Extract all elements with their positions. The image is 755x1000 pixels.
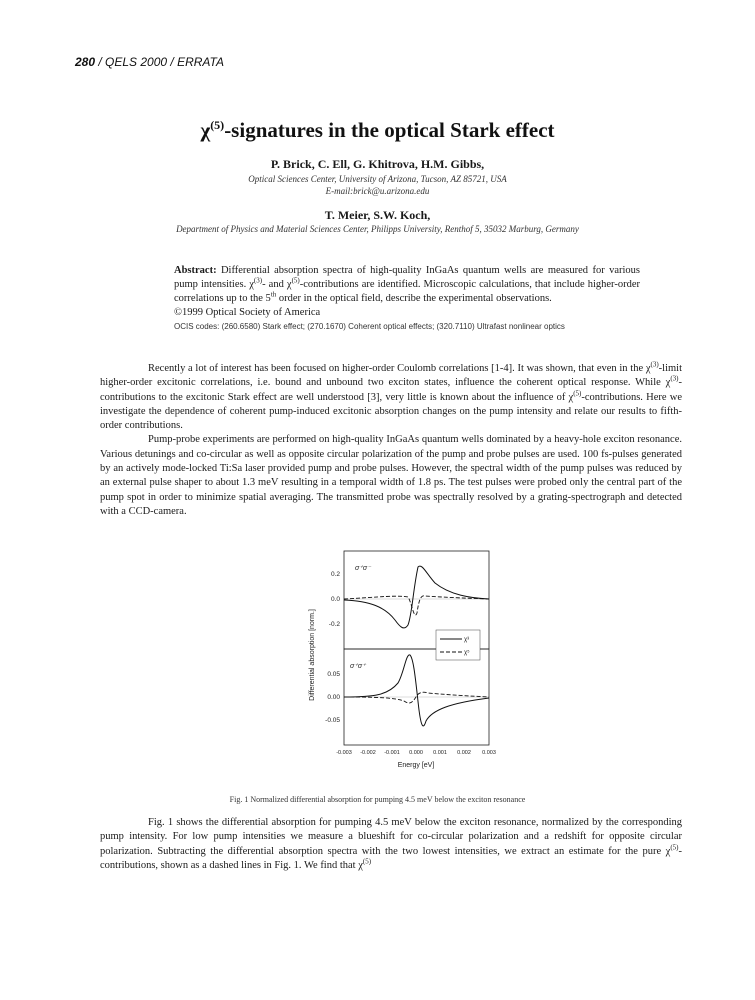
svg-text:0.05: 0.05 bbox=[327, 671, 340, 678]
svg-text:σ⁺σ⁺: σ⁺σ⁺ bbox=[350, 663, 366, 670]
abstract bbox=[174, 264, 640, 334]
author-names-2: T. Meier, S.W. Koch, bbox=[324, 208, 431, 222]
text: -contributions. Here we investigate the dependence of coherent pump-induced excitonic absorption changes on the pump intensity and relate our results to fifth-order contributions. bbox=[100, 391, 682, 432]
superscript: th bbox=[270, 290, 277, 299]
author-names-1: P. Brick, C. Ell, G. Khitrova, H.M. Gibbs, bbox=[270, 157, 485, 171]
ocis-codes: OCIS codes: (260.6580) Stark effect; (270.1670) Coherent optical effects; (320.7110) Ultrafast nonlinear optics bbox=[174, 322, 565, 331]
text: -contributions to the excitonic Stark effect are well understood [3], very little is known about the influence of χ bbox=[100, 377, 682, 403]
svg-text:-0.2: -0.2 bbox=[328, 621, 340, 628]
paragraph-1 bbox=[100, 362, 682, 433]
svg-text:0.0: 0.0 bbox=[330, 596, 340, 603]
svg-text:0.002: 0.002 bbox=[457, 750, 471, 756]
svg-text:0.2: 0.2 bbox=[330, 571, 340, 578]
superscript: (3) bbox=[253, 276, 263, 285]
text: Recently a lot of interest has been focused on higher-order Coulomb correlations [1-4]. It was shown, that even in the χ bbox=[148, 363, 651, 374]
svg-text:σ⁺σ⁻: σ⁺σ⁻ bbox=[355, 565, 371, 572]
text: Fig. 1 shows the differential absorption for pumping 4.5 meV below the exciton resonance, normalized by the corresponding pump intensity. For low pump intensities we measure a blueshift for co-circular polarization and a redshift for opposite circular polarization. Subtracting the differential absorption spectra with the two lowest intensities, we extract an estimate for the pure χ bbox=[100, 817, 682, 857]
text: -contributions, shown as a dashed lines in Fig. 1. We find that χ bbox=[100, 845, 682, 871]
abstract-text: -contributions are identified. Microscopic calculations, that include higher-order correlations up to the 5 bbox=[174, 279, 640, 304]
svg-text:-0.05: -0.05 bbox=[325, 717, 340, 724]
superscript: (5) bbox=[291, 276, 300, 285]
text: -limit higher-order excitonic correlations, i.e. bound and unbound two exciton states, influence the coherent optical response. While χ bbox=[100, 363, 682, 389]
affiliation-2: Department of Physics and Material Sciences Center, Philipps University, Renthof 5, 35032 Marburg, Germany bbox=[176, 224, 579, 234]
superscript: (3) bbox=[650, 360, 659, 369]
svg-text:0.003: 0.003 bbox=[482, 750, 496, 756]
affiliation-1: Optical Sciences Center, University of Arizona, Tucson, AZ 85721, USA bbox=[248, 174, 507, 184]
page-number: 280 bbox=[75, 55, 96, 69]
superscript: (5) bbox=[362, 857, 372, 866]
body-section-1 bbox=[100, 362, 682, 519]
abstract-label: Abstract: bbox=[174, 265, 217, 276]
svg-text:Energy [eV]: Energy [eV] bbox=[397, 762, 435, 769]
running-head bbox=[75, 55, 224, 69]
svg-text:χ³: χ³ bbox=[464, 637, 470, 643]
journal-section: / QELS 2000 / ERRATA bbox=[95, 55, 224, 69]
copyright: ©1999 Optical Society of America bbox=[174, 307, 321, 318]
svg-text:χ⁵: χ⁵ bbox=[464, 650, 470, 656]
svg-text:0.000: 0.000 bbox=[409, 750, 423, 756]
abstract-text: Differential absorption spectra of high-quality InGaAs quantum wells are measured for various pump intensities. χ bbox=[174, 265, 640, 290]
author-email: E-mail:brick@u.arizona.edu bbox=[325, 186, 430, 196]
abstract-text: order in the optical field, describe the experimental observations. bbox=[276, 293, 552, 304]
paper-title bbox=[0, 118, 755, 143]
superscript: (3) bbox=[670, 374, 679, 383]
svg-text:0.00: 0.00 bbox=[327, 694, 340, 701]
body-section-2 bbox=[100, 816, 682, 873]
svg-text:-0.002: -0.002 bbox=[360, 750, 376, 756]
figure-caption: Fig. 1 Normalized differential absorption for pumping 4.5 meV below the exciton resonance bbox=[229, 795, 526, 804]
superscript: (5) bbox=[573, 389, 582, 398]
title-order: (5) bbox=[210, 118, 225, 132]
abstract-text: - and χ bbox=[262, 279, 292, 290]
superscript: (5) bbox=[670, 843, 679, 852]
svg-text:-0.003: -0.003 bbox=[336, 750, 352, 756]
title-text: -signatures in the optical Stark effect bbox=[224, 118, 555, 142]
svg-text:-0.001: -0.001 bbox=[384, 750, 400, 756]
figure-1-chart bbox=[300, 545, 520, 780]
svg-text:Differential absorption [norm.: Differential absorption [norm.] bbox=[309, 609, 316, 701]
paragraph-3 bbox=[100, 816, 682, 873]
svg-text:0.001: 0.001 bbox=[433, 750, 447, 756]
paragraph-2: Pump-probe experiments are performed on high-quality InGaAs quantum wells dominated by a heavy-hole exciton resonance. Various detunings and co-circular as well as opposite circular polarization of the pump and probe pulses are used. 100 fs-pulses generated by an actively mode-locked Ti:Sa laser provided pump and probe pulses. However, the spectral width of the pump pulses was reduced by an external pulse shaper to about 1.3 meV resulting in a temporal width of 1.8 ps. The test pulses were probed only the central part of the pump spot in order to minimize spatial averaging. The transmitted probe was spectrally resolved by a grating-spectrograph and detected with a CCD-camera. bbox=[100, 434, 682, 517]
title-chi: χ bbox=[200, 118, 211, 142]
